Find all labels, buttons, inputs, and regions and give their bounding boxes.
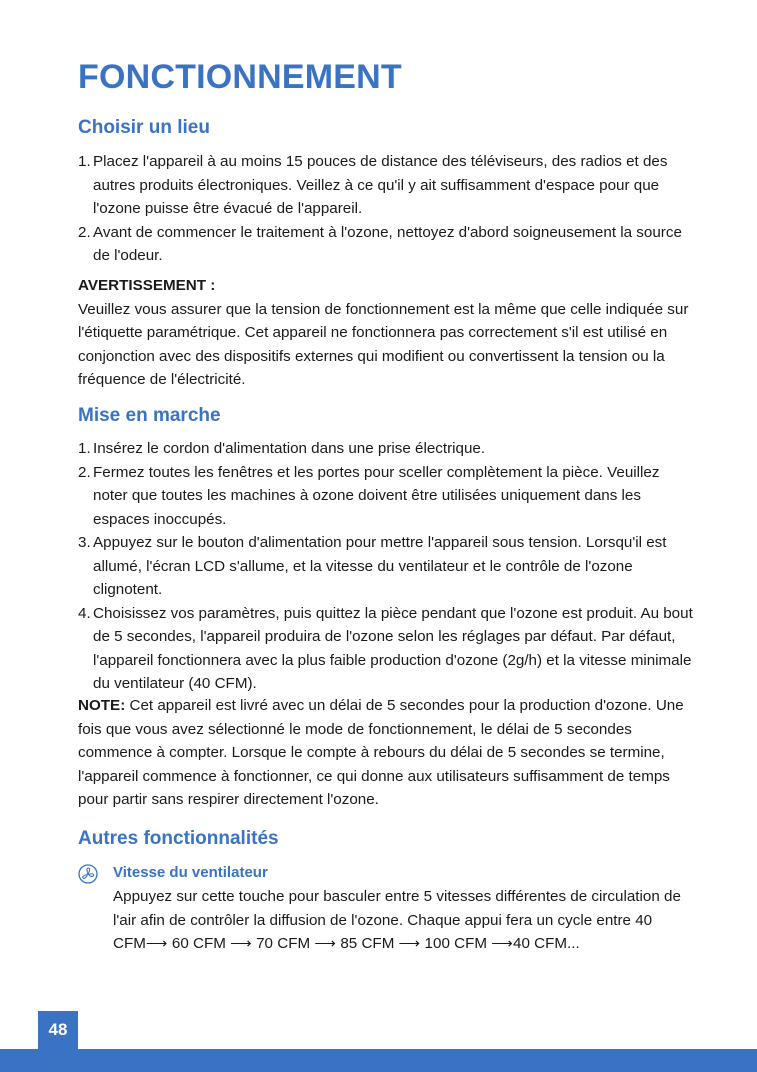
list-text: Insérez le cordon d'alimentation dans une prise électrique. [93, 440, 486, 457]
warning-block [78, 274, 694, 392]
page-number-badge [38, 1011, 78, 1049]
list-number: 2. [78, 463, 91, 481]
list-number: 1. [78, 153, 91, 170]
warning-text: Veuillez vous assurer que la tension de fonctionnement est la même que celle indiquée sur l'étiquette paramétrique. Cet appareil ne fonctionnera pas correctement s'il est utilisé en conjonction avec des dispositifs externes qui modifient ou convertissent la tension ou la fréquence de l'électricité. [78, 300, 689, 388]
list-text: Choisissez vos paramètres, puis quittez la pièce pendant que l'ozone est produit. Au bout de 5 secondes, l'appareil produira de l'ozone selon les réglages par défaut. Par défaut, l'appareil fonctionnera avec la plus faible production d'ozone (2g/h) et la vitesse minimale du ventilateur (40 CFM). [93, 604, 693, 692]
note-text: Cet appareil est livré avec un délai de 5 secondes pour la production d'ozone. Une fois que vous avez sélectionné le mode de fonctionnement, le délai de 5 secondes commence à compter. Lorsque le compte à rebours du délai de 5 secondes se termine, l'appareil commence à fonctionner, ce qui donne aux utilisateurs suffisamment de temps pour partir sans respirer directement l'ozone. [78, 697, 684, 808]
startup-steps-list [78, 437, 698, 696]
list-number: 3. [78, 534, 91, 551]
page-title: FONCTIONNEMENT [78, 58, 402, 96]
fan-speed-description: Appuyez sur cette touche pour basculer entre 5 vitesses différentes de circulation de l'air afin de contrôler la diffusion de l'ozone. Chaque appui fera un cycle entre 40 CFM⟶ 60 CFM ⟶ 70 CFM ⟶ 85 CFM ⟶ 100 CFM ⟶40 CFM... [113, 888, 681, 952]
list-item [78, 461, 698, 532]
section-heading-other-features: Autres fonctionnalités [78, 828, 279, 849]
warning-label: AVERTISSEMENT : [78, 277, 216, 294]
location-steps-list [78, 150, 698, 268]
list-item [78, 531, 698, 602]
fan-speed-title: Vitesse du ventilateur [113, 864, 268, 881]
list-text: Placez l'appareil à au moins 15 pouces de distance des téléviseurs, des radios et des autres produits électroniques. Veillez à ce qu'il y ait suffisamment d'espace pour que l'ozone puisse être évacué de l'appareil. [93, 153, 668, 217]
section-heading-choose-location: Choisir un lieu [78, 117, 210, 138]
footer-bar [0, 1049, 757, 1072]
list-text: Avant de commencer le traitement à l'ozone, nettoyez d'abord soigneusement la source de l'odeur. [93, 223, 682, 264]
list-item [78, 602, 698, 696]
list-item [78, 221, 698, 268]
list-number: 1. [78, 440, 91, 457]
list-text: Fermez toutes les fenêtres et les portes pour sceller complètement la pièce. Veuillez noter que toutes les machines à ozone doivent être utilisées uniquement dans les espaces inoccupés. [93, 463, 660, 528]
list-text: Appuyez sur le bouton d'alimentation pour mettre l'appareil sous tension. Lorsqu'il est allumé, l'écran LCD s'allume, et la vitesse du ventilateur et le contrôle de l'ozone clignotent. [93, 534, 667, 598]
note-label: NOTE: [78, 697, 126, 714]
section-heading-startup: Mise en marche [78, 405, 221, 426]
list-item [78, 150, 698, 221]
fan-icon [78, 864, 98, 884]
list-number: 2. [78, 223, 91, 241]
note-block [78, 694, 694, 812]
list-item [78, 437, 698, 461]
list-number: 4. [78, 604, 91, 622]
page-number: 48 [48, 1020, 68, 1039]
